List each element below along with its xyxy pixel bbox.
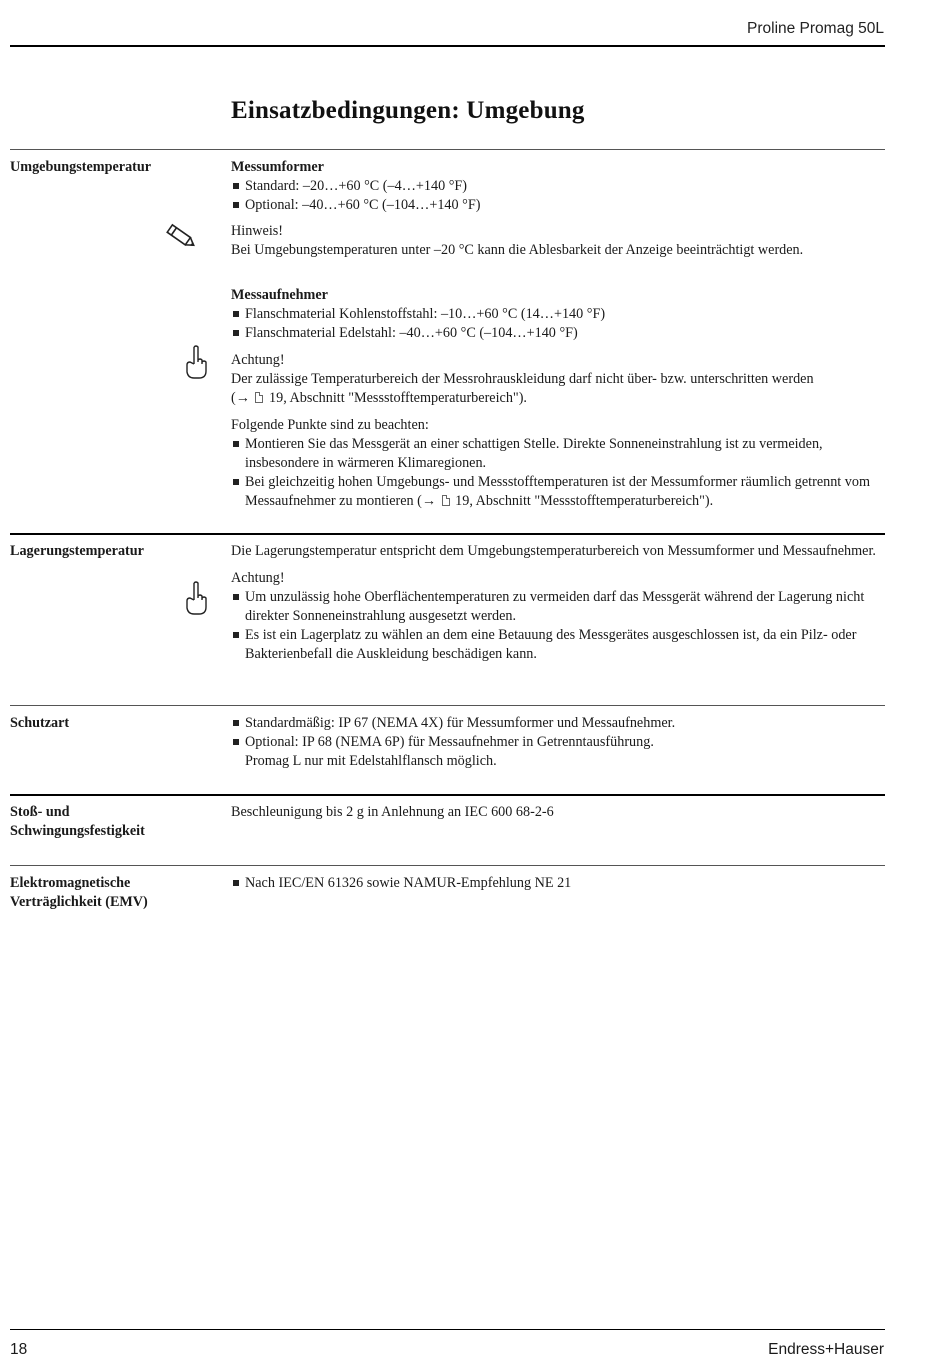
pencil-note-icon: [163, 222, 199, 252]
section-divider: [10, 794, 885, 796]
label-line: Schwingungsfestigkeit: [10, 823, 145, 839]
subheading-messumformer: Messumformer: [231, 159, 324, 175]
list-item: Um unzulässig hohe Oberflächentemperaturen zu vermeiden darf das Messgerät während der Lagerung nicht direkter Sonneneinstrahlung ausgesetzt werden.: [231, 588, 886, 626]
lagerung-text: Die Lagerungstemperatur entspricht dem Umgebungstemperaturbereich von Messumformer und Messaufnehmer.: [231, 543, 876, 559]
list-lagerung-achtung: [231, 588, 886, 664]
page-title: Einsatzbedingungen: Umgebung: [231, 97, 585, 124]
section-lagerungstemperatur: [231, 542, 886, 664]
stoss-text: Beschleunigung bis 2 g in Anlehnung an IEC 600 68-2-6: [231, 804, 554, 820]
points-item2-suffix: 19, Abschnitt "Messstofftemperaturbereich").: [455, 493, 714, 509]
section-emv: [231, 874, 886, 893]
list-item: Flanschmaterial Kohlenstoffstahl: –10…+60 °C (14…+140 °F): [231, 305, 886, 324]
section-divider: [10, 533, 885, 535]
list-punkte: [231, 435, 886, 511]
list-item: Es ist ein Lagerplatz zu wählen an dem eine Betauung des Messgerätes ausgeschlossen ist, da ein Pilz- oder Bakterienbefall die Auskleidung beschädigen kann.: [231, 626, 886, 664]
section-label-lagerungstemperatur: Lagerungstemperatur: [10, 543, 144, 559]
list-item: [231, 733, 886, 771]
caution-heading: Achtung!: [231, 570, 285, 586]
label-line: Stoß- und: [10, 804, 70, 820]
section-label-emv: [10, 874, 210, 912]
list-item: Flanschmaterial Edelstahl: –40…+60 °C (–104…+140 °F): [231, 324, 886, 343]
list-emv: [231, 874, 886, 893]
header-product-name: Proline Promag 50L: [747, 20, 884, 37]
points-intro: Folgende Punkte sind zu beachten:: [231, 417, 429, 433]
section-label-stoss: [10, 803, 210, 841]
schutzart-item2-line2: Promag L nur mit Edelstahlflansch möglich.: [245, 753, 497, 769]
note-text: Bei Umgebungstemperaturen unter –20 °C kann die Ablesbarkeit der Anzeige beeinträchtigt werden.: [231, 242, 804, 258]
page-number: 18: [10, 1341, 28, 1358]
header-rule: [10, 45, 885, 47]
list-item: Nach IEC/EN 61326 sowie NAMUR-Empfehlung NE 21: [231, 874, 886, 893]
label-line: Verträglichkeit (EMV): [10, 894, 148, 910]
label-line: Elektromagnetische: [10, 875, 131, 891]
note-heading: Hinweis!: [231, 223, 284, 239]
list-item: [231, 473, 886, 511]
list-messaufnehmer: [231, 305, 886, 343]
caution-hand-icon: [184, 344, 208, 380]
section-divider: [10, 865, 885, 866]
list-schutzart: [231, 714, 886, 771]
points-item2-prefix: Bei gleichzeitig hohen Umgebungs- und Messstofftemperaturen ist der Messumformer räumlich getrennt vom Messaufnehmer zu montieren (→: [245, 474, 871, 509]
subheading-messaufnehmer: Messaufnehmer: [231, 287, 328, 303]
section-label-schutzart: Schutzart: [10, 715, 70, 731]
page-reference-icon: [255, 392, 263, 403]
caution-ref-suffix: 19, Abschnitt "Messstofftemperaturbereich").: [269, 390, 527, 406]
list-messumformer: [231, 177, 886, 215]
section-label-umgebungstemperatur: Umgebungstemperatur: [10, 159, 152, 175]
section-umgebungstemperatur: [231, 158, 886, 511]
page-reference-icon: [442, 495, 450, 506]
caution-ref-prefix: (→: [231, 390, 250, 406]
list-item: Standardmäßig: IP 67 (NEMA 4X) für Messumformer und Messaufnehmer.: [231, 714, 886, 733]
caution-heading: Achtung!: [231, 352, 285, 368]
footer-rule: [10, 1329, 885, 1330]
section-divider: [10, 705, 885, 706]
schutzart-item2-line1: Optional: IP 68 (NEMA 6P) für Messaufnehmer in Getrenntausführung.: [245, 734, 654, 750]
footer-brand: Endress+Hauser: [768, 1341, 884, 1358]
caution-hand-icon: [184, 580, 208, 616]
caution-text-line1: Der zulässige Temperaturbereich der Messrohrauskleidung darf nicht über- bzw. unterschritten werden: [231, 371, 814, 387]
caution-text-line2: [231, 389, 886, 408]
list-item: Optional: –40…+60 °C (–104…+140 °F): [231, 196, 886, 215]
list-item: Standard: –20…+60 °C (–4…+140 °F): [231, 177, 886, 196]
section-schutzart: [231, 714, 886, 771]
section-divider: [10, 149, 885, 150]
list-item: Montieren Sie das Messgerät an einer schattigen Stelle. Direkte Sonneneinstrahlung ist zu vermeiden, insbesondere in wärmeren Klimaregionen.: [231, 435, 886, 473]
section-stoss: [231, 803, 886, 822]
